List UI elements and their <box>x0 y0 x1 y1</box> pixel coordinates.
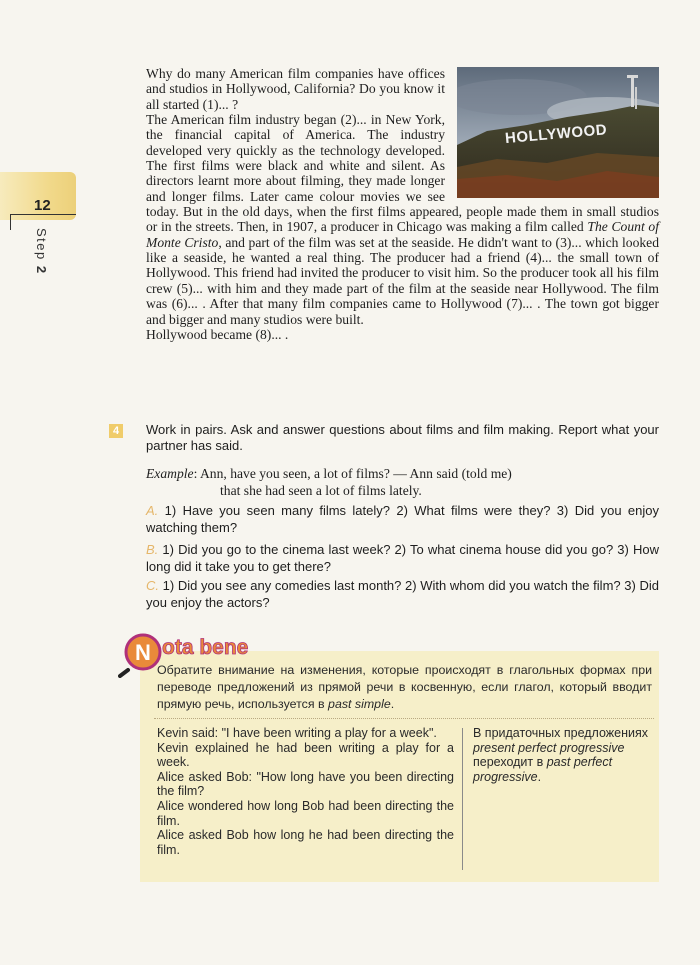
example-block <box>146 465 659 499</box>
step-word: Step <box>34 228 49 261</box>
rule-term-2: past perfect progressive <box>473 755 613 784</box>
task-letter: A. <box>146 503 159 518</box>
exercise-instruction: Work in pairs. Ask and answer questions about films and film making. Report what your partner has said. <box>146 422 659 453</box>
example-sentence: Alice asked Bob: "How long have you been directing the film? <box>157 769 454 799</box>
tab-rule <box>10 214 76 215</box>
rule-term-1: present perfect progressive <box>473 740 625 755</box>
nota-bene-column-divider <box>462 728 463 870</box>
reading-paragraph-3: Hollywood became (8)... . <box>146 326 289 342</box>
task-letter: B. <box>146 542 159 557</box>
example-sentence: Alice asked Bob how long he had been directing the film. <box>157 828 454 857</box>
page-number: 12 <box>34 197 51 214</box>
example-sentence: Alice wondered how long Bob had been directing the film. <box>157 798 454 828</box>
example-sentence: Kevin said: "I have been writing a play for a week". <box>157 726 437 740</box>
example-sentence: Kevin explained he had been writing a play for a week. <box>157 740 454 770</box>
film-title: The Count of Monte Cristo <box>146 219 659 250</box>
step-label <box>34 228 49 275</box>
logo-text: ota bene <box>162 636 249 659</box>
reading-text <box>146 66 659 342</box>
nota-bene-note: Обратите внимание на изменения, которые происходят в глагольных формах при переводе предложений из прямой речи в косвенную, если глагол, который вводит прямую речь, используется в past simple. <box>157 663 652 711</box>
note-term: past simple <box>328 697 391 711</box>
task-text: 1) Did you see any comedies last month? 2) With whom did you watch the film? 3) Did you enjoy the actors? <box>146 578 659 610</box>
task-a <box>146 502 659 536</box>
task-text: 1) Have you seen many films lately? 2) What films were they? 3) Did you enjoy watching them? <box>146 503 659 535</box>
step-number: 2 <box>34 265 49 275</box>
task-c <box>146 577 659 611</box>
task-text: 1) Did you go to the cinema last week? 2) To what cinema house did you go? 3) How long did it take you to get there? <box>146 542 659 574</box>
exercise-number-badge: 4 <box>109 424 123 438</box>
example-line-1: : Ann, have you seen, a lot of films? — Ann said (told me) <box>193 466 512 481</box>
nota-bene-rule: В придаточных предложениях present perfect progressive переходит в past perfect progressive. <box>473 726 649 784</box>
reading-paragraph-1: Why do many American film companies have offices and studios in Hollywood, California? Do you know it all started (1)... ? <box>146 66 445 112</box>
example-line-2: that she had seen a lot of films lately. <box>220 483 422 498</box>
example-label: Example <box>146 466 194 481</box>
nota-bene-examples <box>157 726 454 857</box>
task-b <box>146 541 659 575</box>
reading-paragraph-2: The American film industry began (2)... in New York, the financial capital of America. The industry developed very quickly as the technology developed. The first films were black and white and silent. As directors learnt more about filming, they made longer and longer films. Later came colour movies we see today. But in the old days, when the first films appeared, people made them in small studios or in the streets. Then, in 1907, a producer in Chicago was making a film called The Count of Monte Cristo, and part of the film was set at the seaside. He didn't want to (3)... which looked like a seaside, he wanted a real thing. The producer had a friend (4)... the small town of Hollywood. This friend had invited the producer to visit him. So the producer took all his film crew (5)... with him and they made part of the film at the seaside near Hollywood. The film was (6)... . After that many film companies came to Hollywood (7)... . The town got bigger and bigger and many studios were built. <box>146 112 659 327</box>
logo-initial: N <box>135 640 151 665</box>
tab-rule-vertical <box>10 214 11 230</box>
hollywood-photo <box>457 67 659 198</box>
nota-bene-divider-rule <box>154 718 654 719</box>
hollywood-sign-text: HOLLYWOOD <box>504 121 608 148</box>
hollywood-sign-image <box>457 67 659 198</box>
task-letter: C. <box>146 578 159 593</box>
